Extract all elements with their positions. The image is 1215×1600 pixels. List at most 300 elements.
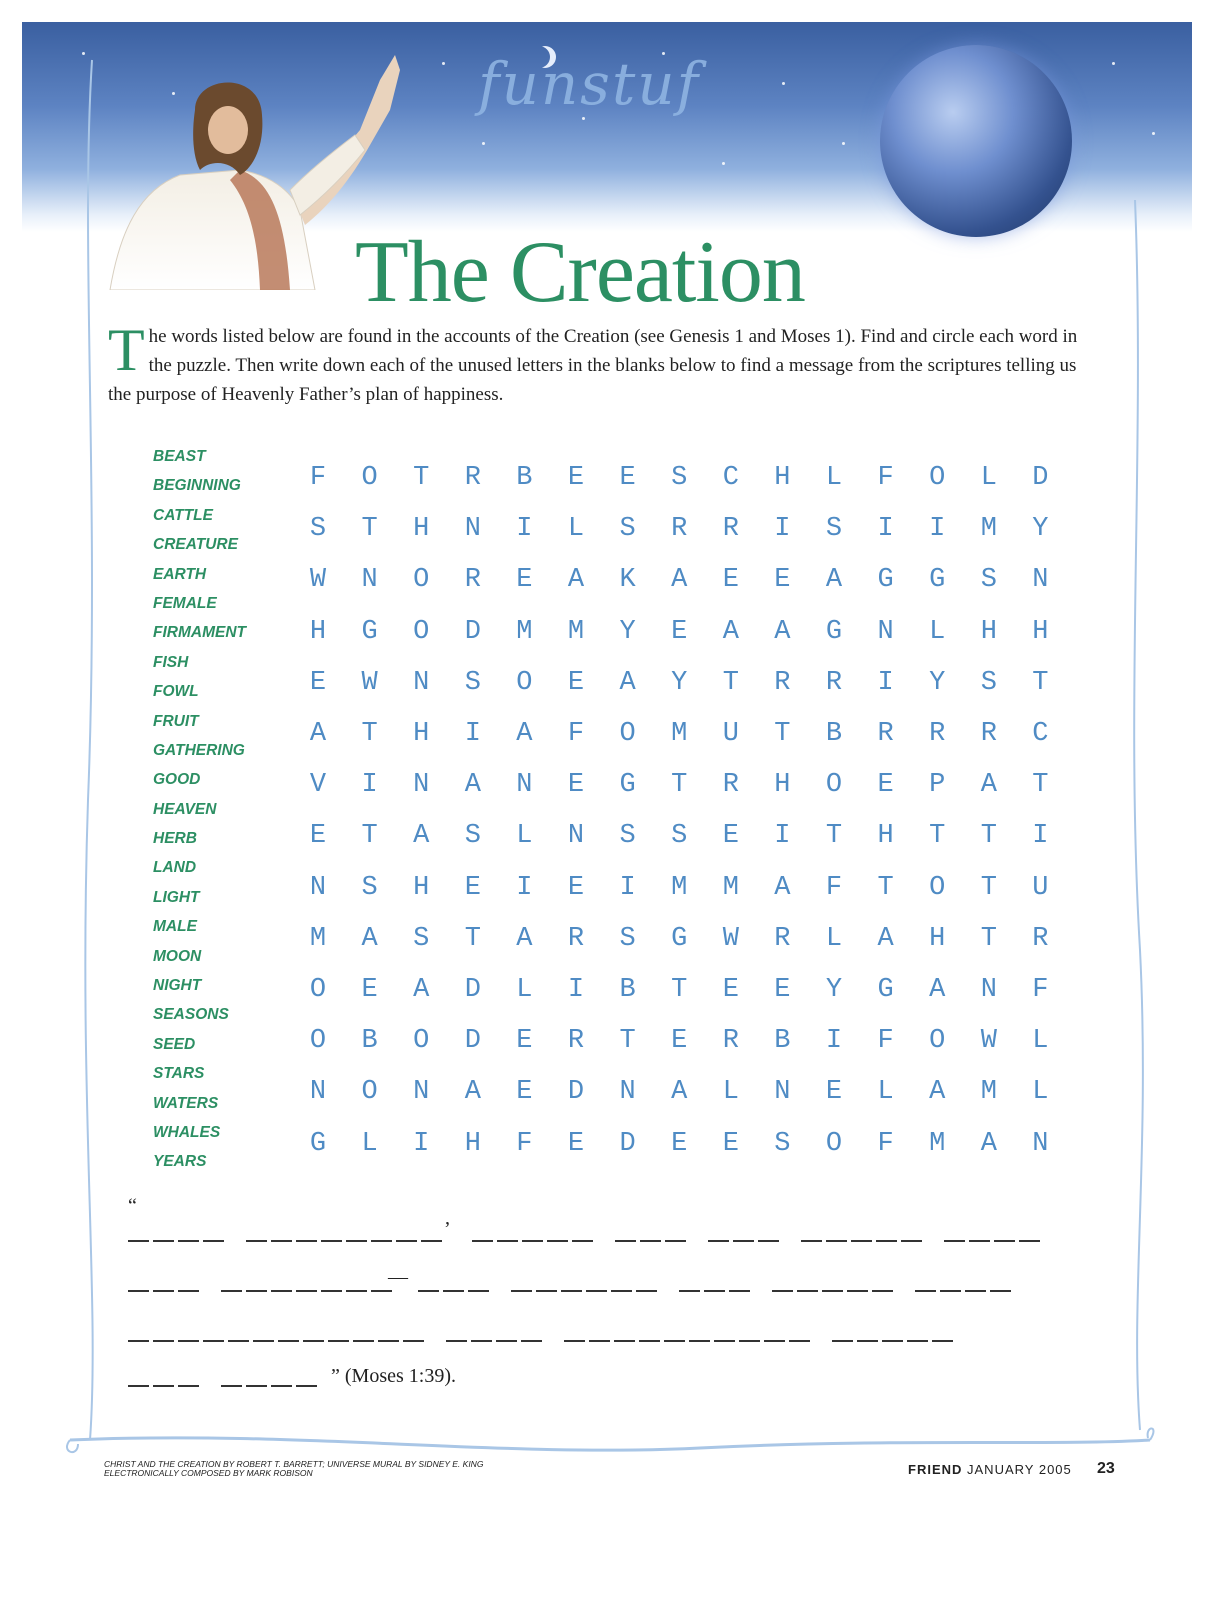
grid-letter[interactable]: N [877, 616, 894, 647]
letter-blank[interactable] [772, 1290, 793, 1292]
grid-letter[interactable]: R [567, 923, 585, 954]
letter-blank[interactable] [346, 1290, 367, 1292]
letter-blank[interactable] [665, 1240, 686, 1242]
letter-blank[interactable] [522, 1240, 543, 1242]
letter-blank[interactable] [128, 1290, 149, 1292]
grid-letter[interactable]: B [516, 463, 533, 493]
grid-letter[interactable]: F [877, 1026, 894, 1057]
grid-letter[interactable]: A [619, 667, 636, 698]
grid-letter[interactable]: C [722, 463, 739, 493]
grid-letter[interactable]: H [929, 923, 946, 954]
grid-letter[interactable]: A [774, 616, 791, 647]
letter-blank[interactable] [371, 1240, 392, 1242]
grid-letter[interactable]: O [413, 616, 430, 647]
grid-letter[interactable]: A [929, 975, 946, 1005]
grid-letter[interactable]: F [877, 463, 894, 493]
letter-blank[interactable] [764, 1340, 785, 1342]
letter-blank[interactable] [689, 1340, 710, 1342]
grid-letter[interactable]: Y [671, 667, 688, 698]
letter-blank[interactable] [990, 1290, 1011, 1292]
letter-blank[interactable] [472, 1240, 493, 1242]
grid-letter[interactable]: B [825, 719, 843, 749]
letter-blank[interactable] [246, 1290, 267, 1292]
grid-letter[interactable]: N [309, 1077, 327, 1108]
grid-letter[interactable]: A [929, 1077, 946, 1108]
grid-letter[interactable]: S [671, 821, 688, 852]
grid-letter[interactable]: D [567, 1077, 585, 1108]
grid-letter[interactable]: T [413, 463, 430, 493]
letter-blank[interactable] [371, 1290, 392, 1292]
grid-letter[interactable]: N [567, 821, 585, 852]
grid-letter[interactable]: H [877, 821, 894, 852]
grid-letter[interactable]: G [619, 770, 636, 801]
grid-letter[interactable]: O [825, 1128, 843, 1159]
letter-blank[interactable] [857, 1340, 878, 1342]
grid-letter[interactable]: E [722, 821, 739, 852]
grid-letter[interactable]: R [671, 514, 688, 545]
grid-letter[interactable]: A [464, 770, 481, 801]
grid-letter[interactable]: H [774, 463, 791, 493]
letter-blank[interactable] [446, 1340, 467, 1342]
grid-letter[interactable]: W [309, 565, 327, 596]
grid-letter[interactable]: S [361, 872, 378, 903]
grid-letter[interactable]: A [516, 719, 533, 749]
grid-letter[interactable]: R [722, 514, 739, 545]
letter-blank[interactable] [994, 1240, 1015, 1242]
grid-letter[interactable]: E [774, 975, 791, 1005]
letter-blank[interactable] [253, 1340, 274, 1342]
grid-letter[interactable]: R [722, 1026, 739, 1057]
letter-blank[interactable] [303, 1340, 324, 1342]
grid-letter[interactable]: E [722, 565, 739, 596]
letter-blank[interactable] [443, 1290, 464, 1292]
letter-blank[interactable] [664, 1340, 685, 1342]
grid-letter[interactable]: T [361, 514, 378, 545]
grid-letter[interactable]: A [361, 923, 378, 954]
grid-letter[interactable]: L [361, 1128, 378, 1159]
grid-letter[interactable]: N [980, 975, 997, 1005]
letter-blank[interactable] [418, 1290, 439, 1292]
letter-blank[interactable] [704, 1290, 725, 1292]
grid-letter[interactable]: L [516, 975, 533, 1005]
grid-letter[interactable]: H [413, 719, 430, 749]
grid-letter[interactable]: O [361, 463, 378, 493]
grid-letter[interactable]: I [619, 872, 636, 903]
grid-letter[interactable]: N [1032, 1128, 1049, 1159]
letter-blank[interactable] [822, 1290, 843, 1292]
grid-letter[interactable]: V [309, 770, 327, 801]
letter-blank[interactable] [296, 1385, 317, 1387]
grid-letter[interactable]: T [980, 923, 997, 954]
letter-blank[interactable] [346, 1240, 367, 1242]
grid-letter[interactable]: I [413, 1128, 430, 1159]
grid-letter[interactable]: E [567, 1128, 585, 1159]
grid-letter[interactable]: F [309, 463, 327, 493]
letter-blank[interactable] [882, 1340, 903, 1342]
letter-blank[interactable] [561, 1290, 582, 1292]
letter-blank[interactable] [907, 1340, 928, 1342]
grid-letter[interactable]: Y [619, 616, 636, 647]
grid-letter[interactable]: A [516, 923, 533, 954]
grid-letter[interactable]: T [980, 821, 997, 852]
letter-blank[interactable] [679, 1290, 700, 1292]
grid-letter[interactable]: N [774, 1077, 791, 1108]
grid-letter[interactable]: E [516, 565, 533, 596]
grid-letter[interactable]: H [980, 616, 997, 647]
grid-letter[interactable]: O [516, 667, 533, 698]
grid-letter[interactable]: Y [929, 667, 946, 698]
grid-letter[interactable]: R [464, 565, 481, 596]
grid-letter[interactable]: Y [825, 975, 843, 1005]
grid-letter[interactable]: T [877, 872, 894, 903]
letter-blank[interactable] [468, 1290, 489, 1292]
grid-letter[interactable]: M [671, 872, 688, 903]
grid-letter[interactable]: L [1032, 1077, 1049, 1108]
grid-letter[interactable]: E [309, 667, 327, 698]
letter-blank[interactable] [153, 1240, 174, 1242]
grid-letter[interactable]: G [877, 565, 894, 596]
letter-blank[interactable] [178, 1290, 199, 1292]
grid-letter[interactable]: I [877, 667, 894, 698]
grid-letter[interactable]: G [825, 616, 843, 647]
grid-letter[interactable]: T [774, 719, 791, 749]
grid-letter[interactable]: E [619, 463, 636, 493]
letter-blank[interactable] [944, 1240, 965, 1242]
grid-letter[interactable]: F [825, 872, 843, 903]
grid-letter[interactable]: M [980, 514, 997, 545]
grid-letter[interactable]: B [774, 1026, 791, 1057]
grid-letter[interactable]: S [464, 821, 481, 852]
grid-letter[interactable]: O [309, 975, 327, 1005]
grid-letter[interactable]: A [722, 616, 739, 647]
letter-blank[interactable] [278, 1340, 299, 1342]
letter-blank[interactable] [496, 1340, 517, 1342]
grid-letter[interactable]: I [825, 1026, 843, 1057]
grid-letter[interactable]: I [567, 975, 585, 1005]
grid-letter[interactable]: T [361, 719, 378, 749]
grid-letter[interactable]: E [774, 565, 791, 596]
letter-blank[interactable] [758, 1240, 779, 1242]
letter-blank[interactable] [729, 1290, 750, 1292]
grid-letter[interactable]: M [929, 1128, 946, 1159]
letter-blank[interactable] [932, 1340, 953, 1342]
grid-letter[interactable]: I [774, 821, 791, 852]
grid-letter[interactable]: I [464, 719, 481, 749]
letter-blank[interactable] [611, 1290, 632, 1292]
grid-letter[interactable]: R [980, 719, 997, 749]
letter-blank[interactable] [572, 1240, 593, 1242]
grid-letter[interactable]: E [567, 770, 585, 801]
grid-letter[interactable]: M [567, 616, 585, 647]
grid-letter[interactable]: O [929, 872, 946, 903]
grid-letter[interactable]: O [361, 1077, 378, 1108]
letter-blank[interactable] [739, 1340, 760, 1342]
letter-blank[interactable] [826, 1240, 847, 1242]
grid-letter[interactable]: E [722, 1128, 739, 1159]
letter-blank[interactable] [178, 1340, 199, 1342]
grid-letter[interactable]: H [774, 770, 791, 801]
letter-blank[interactable] [271, 1385, 292, 1387]
grid-letter[interactable]: A [825, 565, 843, 596]
letter-blank[interactable] [153, 1340, 174, 1342]
letter-blank[interactable] [271, 1240, 292, 1242]
grid-letter[interactable]: D [464, 1026, 481, 1057]
grid-letter[interactable]: S [980, 565, 997, 596]
letter-blank[interactable] [128, 1240, 149, 1242]
letter-blank[interactable] [1019, 1240, 1040, 1242]
grid-letter[interactable]: T [671, 770, 688, 801]
grid-letter[interactable]: S [825, 514, 843, 545]
letter-blank[interactable] [353, 1340, 374, 1342]
grid-letter[interactable]: L [825, 923, 843, 954]
grid-letter[interactable]: E [722, 975, 739, 1005]
grid-letter[interactable]: I [516, 514, 533, 545]
grid-letter[interactable]: R [774, 923, 791, 954]
grid-letter[interactable]: A [671, 1077, 688, 1108]
letter-blank[interactable] [378, 1340, 399, 1342]
grid-letter[interactable]: M [722, 872, 739, 903]
grid-letter[interactable]: O [929, 463, 946, 493]
grid-letter[interactable]: E [464, 872, 481, 903]
grid-letter[interactable]: T [722, 667, 739, 698]
letter-blank[interactable] [640, 1240, 661, 1242]
letter-blank[interactable] [586, 1290, 607, 1292]
grid-letter[interactable]: I [516, 872, 533, 903]
grid-letter[interactable]: R [722, 770, 739, 801]
grid-letter[interactable]: H [464, 1128, 481, 1159]
grid-letter[interactable]: F [1032, 975, 1049, 1005]
grid-letter[interactable]: L [929, 616, 946, 647]
grid-letter[interactable]: T [825, 821, 843, 852]
letter-blank[interactable] [733, 1240, 754, 1242]
letter-blank[interactable] [636, 1290, 657, 1292]
letter-blank[interactable] [128, 1385, 149, 1387]
letter-blank[interactable] [228, 1340, 249, 1342]
grid-letter[interactable]: F [567, 719, 585, 749]
grid-letter[interactable]: A [413, 821, 430, 852]
grid-letter[interactable]: A [464, 1077, 481, 1108]
grid-letter[interactable]: S [671, 463, 688, 493]
grid-letter[interactable]: A [671, 565, 688, 596]
letter-blank[interactable] [965, 1290, 986, 1292]
letter-blank[interactable] [203, 1240, 224, 1242]
grid-letter[interactable]: O [309, 1026, 327, 1057]
grid-letter[interactable]: R [929, 719, 946, 749]
grid-letter[interactable]: E [671, 616, 688, 647]
grid-letter[interactable]: I [774, 514, 791, 545]
letter-blank[interactable] [403, 1340, 424, 1342]
grid-letter[interactable]: R [774, 667, 791, 698]
grid-letter[interactable]: G [877, 975, 894, 1005]
grid-letter[interactable]: I [877, 514, 894, 545]
grid-letter[interactable]: S [413, 923, 430, 954]
grid-letter[interactable]: A [567, 565, 585, 596]
grid-letter[interactable]: G [309, 1128, 327, 1159]
grid-letter[interactable]: A [980, 1128, 997, 1159]
grid-letter[interactable]: A [774, 872, 791, 903]
grid-letter[interactable]: P [929, 770, 946, 801]
letter-blank[interactable] [714, 1340, 735, 1342]
grid-letter[interactable]: S [309, 514, 327, 545]
grid-letter[interactable]: O [825, 770, 843, 801]
grid-letter[interactable]: T [1032, 667, 1049, 698]
grid-letter[interactable]: D [464, 975, 481, 1005]
letter-blank[interactable] [178, 1240, 199, 1242]
letter-blank[interactable] [876, 1240, 897, 1242]
grid-letter[interactable]: K [619, 565, 636, 596]
letter-blank[interactable] [547, 1240, 568, 1242]
letter-blank[interactable] [471, 1340, 492, 1342]
grid-letter[interactable]: F [516, 1128, 533, 1159]
grid-letter[interactable]: E [516, 1026, 533, 1057]
grid-letter[interactable]: S [619, 923, 636, 954]
grid-letter[interactable]: B [361, 1026, 378, 1057]
grid-letter[interactable]: L [877, 1077, 894, 1108]
grid-letter[interactable]: A [413, 975, 430, 1005]
grid-letter[interactable]: C [1032, 719, 1049, 749]
grid-letter[interactable]: M [980, 1077, 997, 1108]
grid-letter[interactable]: O [929, 1026, 946, 1057]
letter-blank[interactable] [832, 1340, 853, 1342]
grid-letter[interactable]: N [413, 667, 430, 698]
grid-letter[interactable]: N [413, 1077, 430, 1108]
letter-blank[interactable] [221, 1290, 242, 1292]
grid-letter[interactable]: L [980, 463, 997, 493]
letter-blank[interactable] [615, 1240, 636, 1242]
letter-blank[interactable] [296, 1240, 317, 1242]
letter-blank[interactable] [797, 1290, 818, 1292]
grid-letter[interactable]: T [619, 1026, 636, 1057]
grid-letter[interactable]: R [567, 1026, 585, 1057]
letter-blank[interactable] [178, 1385, 199, 1387]
grid-letter[interactable]: M [671, 719, 688, 749]
letter-blank[interactable] [153, 1290, 174, 1292]
grid-letter[interactable]: E [567, 667, 585, 698]
grid-letter[interactable]: E [877, 770, 894, 801]
grid-letter[interactable]: L [825, 463, 843, 493]
grid-letter[interactable]: F [877, 1128, 894, 1159]
grid-letter[interactable]: R [877, 719, 894, 749]
grid-letter[interactable]: S [464, 667, 481, 698]
grid-letter[interactable]: A [309, 719, 327, 749]
letter-blank[interactable] [153, 1385, 174, 1387]
grid-letter[interactable]: D [464, 616, 481, 647]
grid-letter[interactable]: W [722, 923, 739, 954]
letter-blank[interactable] [614, 1340, 635, 1342]
grid-letter[interactable]: U [722, 719, 739, 749]
grid-letter[interactable]: D [619, 1128, 636, 1159]
letter-blank[interactable] [321, 1290, 342, 1292]
letter-blank[interactable] [639, 1340, 660, 1342]
grid-letter[interactable]: O [619, 719, 636, 749]
grid-letter[interactable]: S [619, 821, 636, 852]
grid-letter[interactable]: I [1032, 821, 1049, 852]
grid-letter[interactable]: N [619, 1077, 636, 1108]
letter-blank[interactable] [969, 1240, 990, 1242]
letter-blank[interactable] [872, 1290, 893, 1292]
grid-letter[interactable]: E [825, 1077, 843, 1108]
grid-letter[interactable]: I [929, 514, 946, 545]
letter-blank[interactable] [396, 1240, 417, 1242]
grid-letter[interactable]: S [774, 1128, 791, 1159]
letter-blank[interactable] [536, 1290, 557, 1292]
letter-blank[interactable] [321, 1240, 342, 1242]
letter-blank[interactable] [221, 1385, 242, 1387]
grid-letter[interactable]: H [309, 616, 327, 647]
grid-letter[interactable]: N [1032, 565, 1049, 596]
grid-letter[interactable]: A [877, 923, 894, 954]
letter-blank[interactable] [801, 1240, 822, 1242]
grid-letter[interactable]: E [516, 1077, 533, 1108]
grid-letter[interactable]: Y [1032, 514, 1049, 545]
letter-blank[interactable] [328, 1340, 349, 1342]
grid-letter[interactable]: E [671, 1026, 688, 1057]
letter-blank[interactable] [940, 1290, 961, 1292]
grid-letter[interactable]: T [929, 821, 946, 852]
grid-letter[interactable]: L [722, 1077, 739, 1108]
grid-letter[interactable]: N [413, 770, 430, 801]
grid-letter[interactable]: L [1032, 1026, 1049, 1057]
letter-blank[interactable] [564, 1340, 585, 1342]
letter-blank[interactable] [847, 1290, 868, 1292]
letter-blank[interactable] [789, 1340, 810, 1342]
letter-blank[interactable] [708, 1240, 729, 1242]
grid-letter[interactable]: T [464, 923, 481, 954]
grid-letter[interactable]: H [413, 872, 430, 903]
grid-letter[interactable]: E [671, 1128, 688, 1159]
grid-letter[interactable]: T [980, 872, 997, 903]
grid-letter[interactable]: D [1032, 463, 1049, 493]
grid-letter[interactable]: H [413, 514, 430, 545]
letter-blank[interactable] [589, 1340, 610, 1342]
grid-letter[interactable]: B [619, 975, 636, 1005]
letter-blank[interactable] [497, 1240, 518, 1242]
grid-letter[interactable]: T [1032, 770, 1049, 801]
grid-letter[interactable]: W [980, 1026, 997, 1057]
grid-letter[interactable]: N [516, 770, 533, 801]
grid-letter[interactable]: L [516, 821, 533, 852]
letter-blank[interactable] [851, 1240, 872, 1242]
letter-blank[interactable] [246, 1240, 267, 1242]
grid-letter[interactable]: S [980, 667, 997, 698]
grid-letter[interactable]: T [361, 821, 378, 852]
grid-letter[interactable]: I [361, 770, 378, 801]
grid-letter[interactable]: M [516, 616, 533, 647]
grid-letter[interactable]: R [464, 463, 481, 493]
grid-letter[interactable]: E [567, 463, 585, 493]
letter-blank[interactable] [901, 1240, 922, 1242]
grid-letter[interactable]: E [361, 975, 378, 1005]
grid-letter[interactable]: N [361, 565, 378, 596]
grid-letter[interactable]: O [413, 1026, 430, 1057]
grid-letter[interactable]: G [929, 565, 946, 596]
grid-letter[interactable]: N [464, 514, 481, 545]
letter-blank[interactable] [246, 1385, 267, 1387]
letter-blank[interactable] [915, 1290, 936, 1292]
grid-letter[interactable]: A [980, 770, 997, 801]
grid-letter[interactable]: W [361, 667, 378, 698]
grid-letter[interactable]: E [309, 821, 327, 852]
grid-letter[interactable]: S [619, 514, 636, 545]
grid-letter[interactable]: L [567, 514, 585, 545]
letter-blank[interactable] [271, 1290, 292, 1292]
grid-letter[interactable]: T [671, 975, 688, 1005]
grid-letter[interactable]: E [567, 872, 585, 903]
grid-letter[interactable]: H [1032, 616, 1049, 647]
letter-blank[interactable] [511, 1290, 532, 1292]
grid-letter[interactable]: O [413, 565, 430, 596]
grid-letter[interactable]: M [309, 923, 327, 954]
